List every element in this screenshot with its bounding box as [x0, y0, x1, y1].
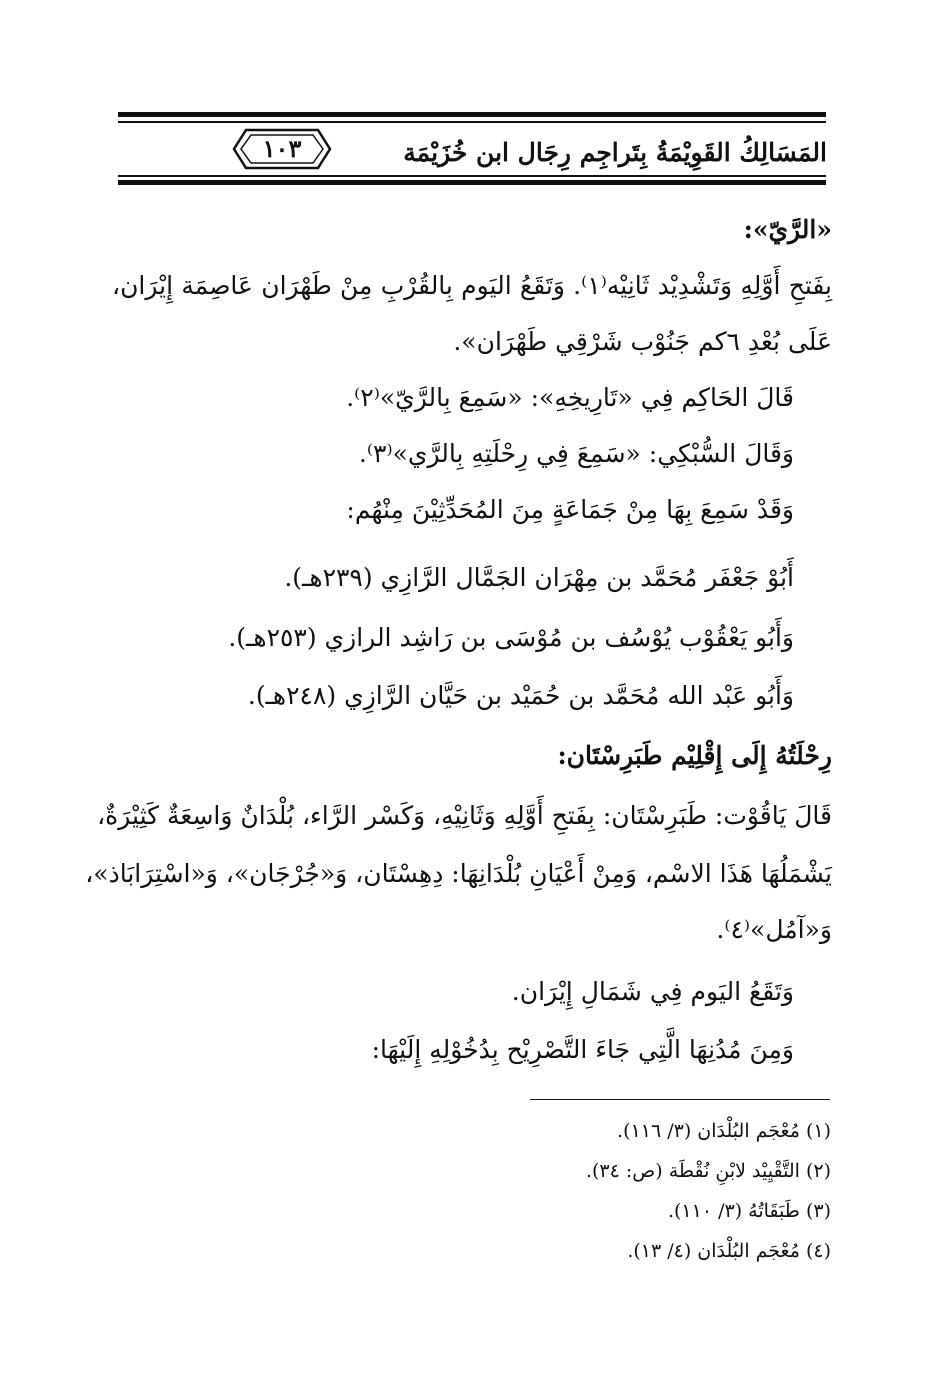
- text-line: عَلَى بُعْدِ ٦كم جَنُوْب شَرْقِي طَهْرَان».: [453, 327, 832, 356]
- heading-rayy: «الرَّيّ»:: [743, 215, 832, 244]
- text-line: وَأَبُو يَعْقُوْب يُوْسُف بن مُوْسَى بن رَاشِد الرازي (٢٥٣هـ).: [228, 623, 794, 652]
- footnote: (١) مُعْجَم البُلْدَان (٣/ ١١٦).: [617, 1120, 831, 1142]
- header-rule-bottom-thin: [118, 175, 826, 177]
- text-line: وَ«آمُل»⁽٤⁾.: [716, 915, 832, 944]
- footnote: (٣) طَبَقَاتُهُ (٣/ ١١٠).: [667, 1200, 831, 1222]
- header-rule-top-thin: [118, 121, 826, 123]
- page-number-badge: [232, 124, 332, 174]
- section-heading-tabaristan: رِحْلَتُهُ إِلَى إِقْلِيْم طَبَرِسْتَان:: [557, 741, 832, 770]
- text-line: بِفَتحِ أَوَّلِهِ وَتَشْدِيْد ثَانِيْه⁽١⁾. وَتَقَعُ اليَوم بِالقُرْبِ مِنْ طَهْرَان عَاصِمَة إِيْرَان،: [112, 271, 832, 300]
- text-line: قَالَ يَاقُوْت: طَبَرِسْتَان: بِفَتحِ أَوَّلِهِ وَثَانِيْهِ، وَكَسْر الرَّاء، بُلْدَانٌ وَاسِعَةٌ كَثِيْرَةٌ،: [97, 801, 832, 830]
- book-title: المَسَالِكُ القَوِيْمَةُ بِتَراجِم رِجَال ابن خُزَيْمَة: [403, 138, 827, 167]
- text-line: يَشْمَلُهَا هَذَا الاسْم، وَمِنْ أَعْيَانِ بُلْدَانِهَا: دِهِسْتَان، وَ«جُرْجَان»، وَ«اسْتِرَابَاذ»،: [85, 859, 832, 888]
- text-line: أَبُوْ جَعْفَر مُحَمَّد بن مِهْرَان الجَمَّال الرَّازِي (٢٣٩هـ).: [284, 563, 794, 592]
- header-rule-bottom-thick: [118, 180, 826, 185]
- text-line: قَالَ الحَاكِم فِي «تَارِيخِهِ»: «سَمِعَ بِالرَّيّ»⁽٢⁾.: [346, 383, 794, 412]
- footnote: (٤) مُعْجَم البُلْدَان (٤/ ١٣).: [627, 1240, 831, 1262]
- footnote-separator: [530, 1099, 830, 1100]
- page-number: ١٠٣: [262, 134, 302, 163]
- text-line: وَقَدْ سَمِعَ بِهَا مِنْ جَمَاعَةٍ مِنَ المُحَدِّثِيْنَ مِنْهُم:: [346, 495, 794, 524]
- header-rule-top-thick: [118, 112, 826, 117]
- text-line: وَأَبُو عَبْد الله مُحَمَّد بن حُمَيْد بن حَيَّان الرَّازِي (٢٤٨هـ).: [247, 681, 794, 710]
- footnote: (٢) التَّقْيِيْد لابْنِ نُقْطَة (ص: ٣٤).: [585, 1160, 831, 1182]
- text-line: وَمِنَ مُدُنِهَا الَّتِي جَاءَ التَّصْرِيْح بِدُخُوْلِهِ إِلَيْهَا:: [371, 1035, 794, 1064]
- text-line: وَتَقَعُ اليَوم فِي شَمَالِ إِيْرَان.: [511, 977, 794, 1006]
- text-line: وَقَالَ السُّبْكِي: «سَمِعَ فِي رِحْلَتِهِ بِالرَّي»⁽٣⁾.: [358, 439, 794, 468]
